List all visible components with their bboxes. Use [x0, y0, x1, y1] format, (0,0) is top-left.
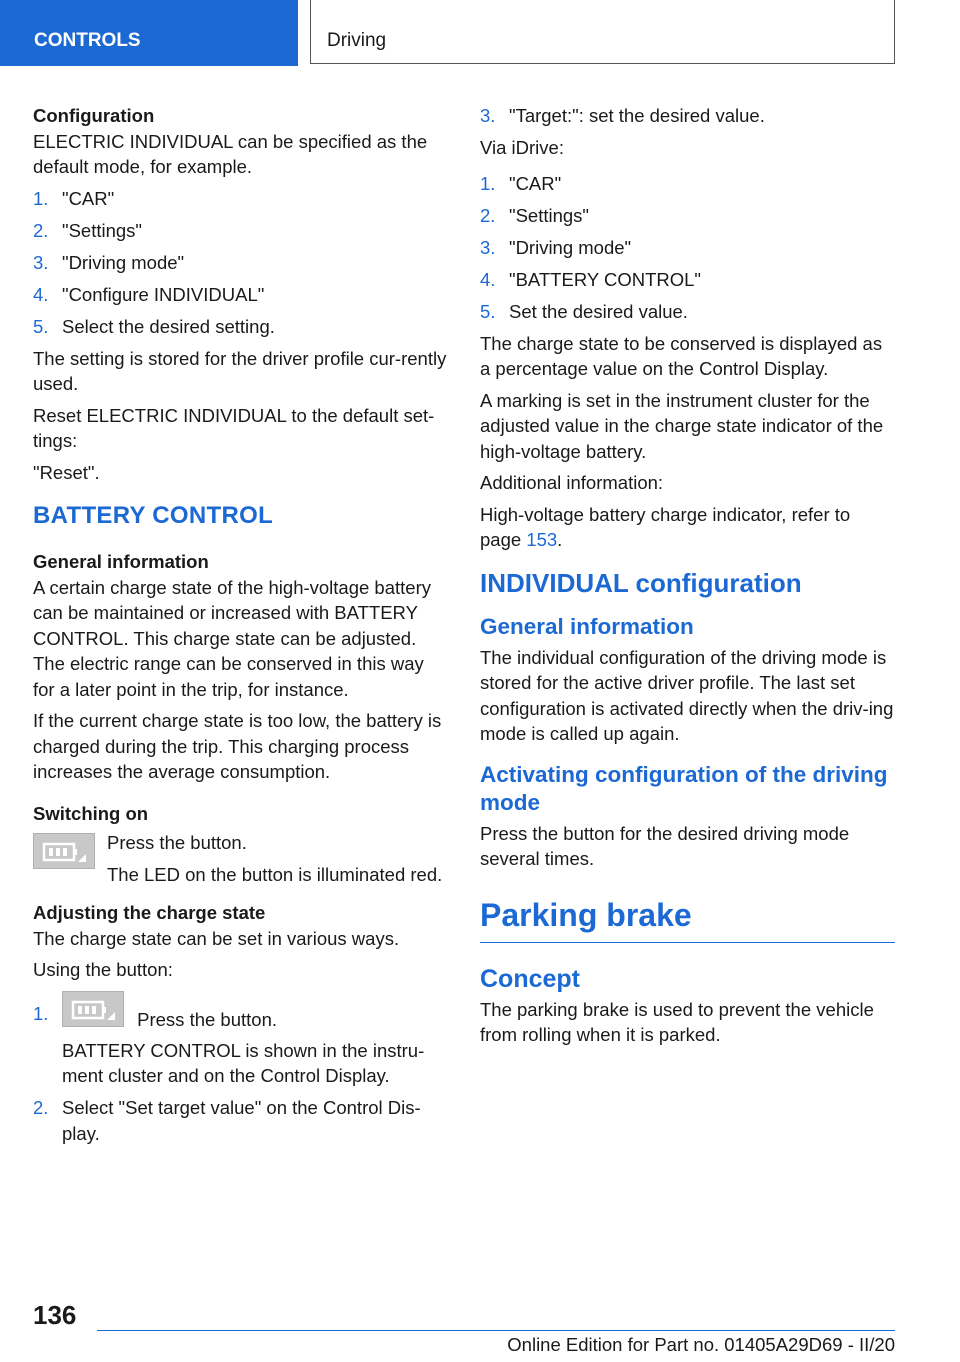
step-text: Select "Set target value" on the Control Dis‐play.	[62, 1097, 421, 1144]
step-number: 5.	[33, 315, 49, 337]
step-number: 4.	[33, 283, 49, 305]
step-text: "Settings"	[509, 204, 589, 226]
step-number: 1.	[480, 172, 496, 194]
step-extra-text: BATTERY CONTROL is shown in the instru‐ment cluster and on the Control Display.	[62, 1039, 425, 1087]
list-item	[33, 186, 448, 212]
configuration-steps	[33, 186, 448, 340]
marking-text: A marking is set in the instrument cluster for the adjusted value in the charge state indicator of the high-voltage battery.	[480, 389, 884, 462]
reset-value: "Reset".	[33, 461, 100, 483]
step-text: "Target:": set the desired value.	[509, 105, 765, 126]
battery-control-button-icon	[62, 991, 124, 1027]
switching-on-block	[33, 830, 448, 890]
activating-configuration-heading: Activating configuration of the driving mode	[480, 761, 888, 815]
list-item	[480, 299, 895, 325]
reference-text: High-voltage battery charge indicator, refer to	[480, 503, 851, 525]
list-item	[33, 1095, 448, 1146]
list-item	[480, 267, 895, 293]
step-number: 2.	[33, 1097, 49, 1119]
general-info-heading-right: General information	[480, 613, 694, 639]
general-info-text-2: If the current charge state is too low, the battery is charged during the trip. This charging process increases the average consumption.	[33, 710, 442, 782]
step-text: "Settings"	[62, 219, 142, 241]
step-number: 1.	[33, 1002, 49, 1024]
step-number: 4.	[480, 268, 496, 290]
step-text: "Configure INDIVIDUAL"	[62, 283, 265, 305]
switching-on-heading: Switching on	[33, 802, 149, 824]
using-button-text: Using the button:	[33, 959, 173, 980]
list-item	[33, 282, 448, 308]
individual-general-text: The individual configuration of the driving mode is stored for the active driver profile. The last set configuration is activated directly when the driv‐ing mode is called up again.	[480, 646, 894, 744]
concept-heading: Concept	[480, 964, 580, 993]
step-number: 3.	[33, 251, 49, 273]
footer-divider	[97, 1330, 895, 1331]
list-item	[33, 991, 448, 1089]
page-word: page	[480, 529, 522, 550]
step-number: 2.	[480, 204, 496, 226]
idrive-steps	[480, 171, 895, 325]
button-steps-continued	[480, 103, 895, 129]
via-idrive-text: Via iDrive:	[480, 137, 564, 158]
step-text: "CAR"	[62, 187, 115, 209]
adjusting-text: The charge state can be set in various ways.	[33, 927, 400, 949]
general-info-heading: General information	[33, 551, 209, 572]
step-text: Select the desired setting.	[62, 315, 275, 337]
left-column	[33, 103, 448, 1153]
general-info-text-1: A certain charge state of the high-voltage battery can be maintained or increased with BATTERY CONTROL. This charge state can be adjusted. The electric range can be conserved in this way for a later point in the trip, for instance.	[33, 576, 431, 700]
battery-control-heading: BATTERY CONTROL	[33, 502, 274, 529]
button-steps	[33, 991, 448, 1147]
step-number: 1.	[33, 187, 49, 209]
step-text: Set the desired value.	[509, 300, 688, 322]
step-number: 5.	[480, 300, 496, 322]
list-item	[480, 235, 895, 261]
stored-text: The setting is stored for the driver profile cur‐rently used.	[33, 347, 447, 394]
list-item	[33, 218, 448, 244]
page-link[interactable]: 153	[526, 529, 558, 550]
switching-on-line-1: Press the button.	[107, 832, 247, 853]
page-header	[0, 0, 960, 66]
switching-on-line-2: The LED on the button is illuminated red.	[107, 863, 443, 885]
conserved-text: The charge state to be conserved is displayed as a percentage value on the Control Display.	[480, 332, 883, 379]
reset-text: Reset ELECTRIC INDIVIDUAL to the default set‐tings:	[33, 404, 435, 451]
list-item	[480, 171, 895, 197]
list-item	[480, 103, 895, 129]
list-item	[33, 250, 448, 276]
list-item	[33, 314, 448, 340]
individual-configuration-heading: INDIVIDUAL configuration	[480, 567, 802, 598]
list-item	[480, 203, 895, 229]
step-text: Press the button.	[137, 1008, 278, 1030]
page-number: 136	[33, 1300, 77, 1330]
right-column	[480, 103, 895, 1054]
section-tab[interactable]: CONTROLS	[0, 0, 298, 66]
step-number: 3.	[480, 105, 496, 126]
hv-indicator-reference: High-voltage battery charge indicator, refer to page 153.	[480, 503, 851, 550]
step-text: "Driving mode"	[509, 236, 632, 258]
additional-info-text: Additional information:	[480, 472, 664, 493]
step-number: 2.	[33, 219, 49, 241]
step-text: "CAR"	[509, 172, 562, 194]
concept-text: The parking brake is used to prevent the vehicle from rolling when it is parked.	[480, 998, 874, 1045]
step-text: "Driving mode"	[62, 251, 185, 273]
step-number: 3.	[480, 236, 496, 258]
activating-text: Press the button for the desired driving mode several times.	[480, 822, 850, 869]
chapter-tab[interactable]: Driving	[310, 0, 895, 64]
configuration-text: ELECTRIC INDIVIDUAL can be specified as the default mode, for example.	[33, 130, 428, 177]
edition-text: Online Edition for Part no. 01405A29D69 - II/20	[507, 1334, 895, 1355]
parking-brake-heading: Parking brake	[480, 896, 895, 943]
adjusting-heading: Adjusting the charge state	[33, 902, 266, 923]
step-text: "BATTERY CONTROL"	[509, 268, 702, 290]
configuration-heading: Configuration	[33, 105, 155, 126]
battery-control-button-icon	[33, 833, 95, 869]
